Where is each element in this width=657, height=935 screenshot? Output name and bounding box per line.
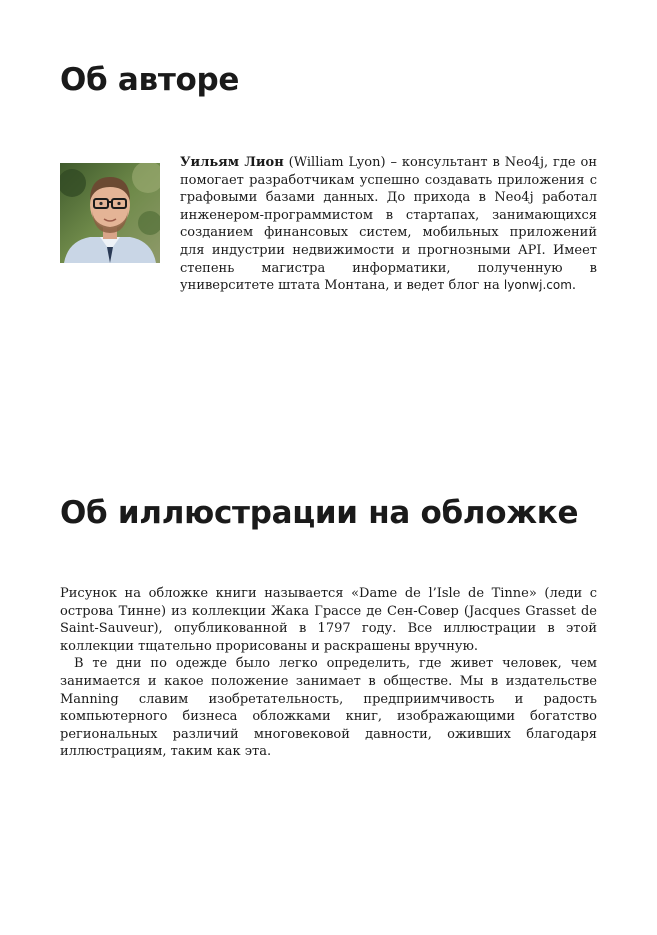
cover-description — [60, 585, 597, 761]
author-portrait-image — [60, 163, 160, 263]
author-section-heading: Об авторе — [60, 62, 240, 98]
author-bio — [180, 154, 597, 295]
author-photo — [60, 163, 160, 263]
author-name: Уильям Лион — [180, 155, 284, 170]
cover-section-heading: Об иллюстрации на обложке — [60, 495, 579, 531]
author-bio-end: . — [571, 278, 577, 294]
cover-paragraph: Рисунок на обложке книги называется «Dame de l’Isle de Tinne» (леди с острова Тинне) из коллекции Жака Грассе де Сен-Совер (Jacques Grasset de Saint-Sauveur), опубликованной в 1797 году. Все иллюстрации в этой коллекции тщательно прорисованы и раскрашены вручную. — [60, 586, 597, 654]
author-blog-link[interactable]: lyonwj.com — [503, 278, 572, 293]
cover-paragraph: В те дни по одежде было легко определить, где живет человек, чем занимается и какое положение занимает в обществе. Мы в издательстве Manning славим изобретательность, предприимчивость и радость компьютерного бизнеса обложками книг, изображающими богатство региональных различий многовековой давности, оживших благодаря иллюстрациям, таким как эта. — [60, 656, 597, 760]
author-bio-text: (William Lyon) – консультант в Neo4j, где он помогает разработчикам успешно создавать приложения с графовыми базами данных. До прихода в Neo4j работал инженером-программистом в стартапах, занимающихся созданием финансовых систем, мобильных приложений для индустрии недвижимости и прогнозными API. Имеет степень магистра информатики, полученную в университете штата Монтана, и ведет блог на — [180, 155, 597, 294]
